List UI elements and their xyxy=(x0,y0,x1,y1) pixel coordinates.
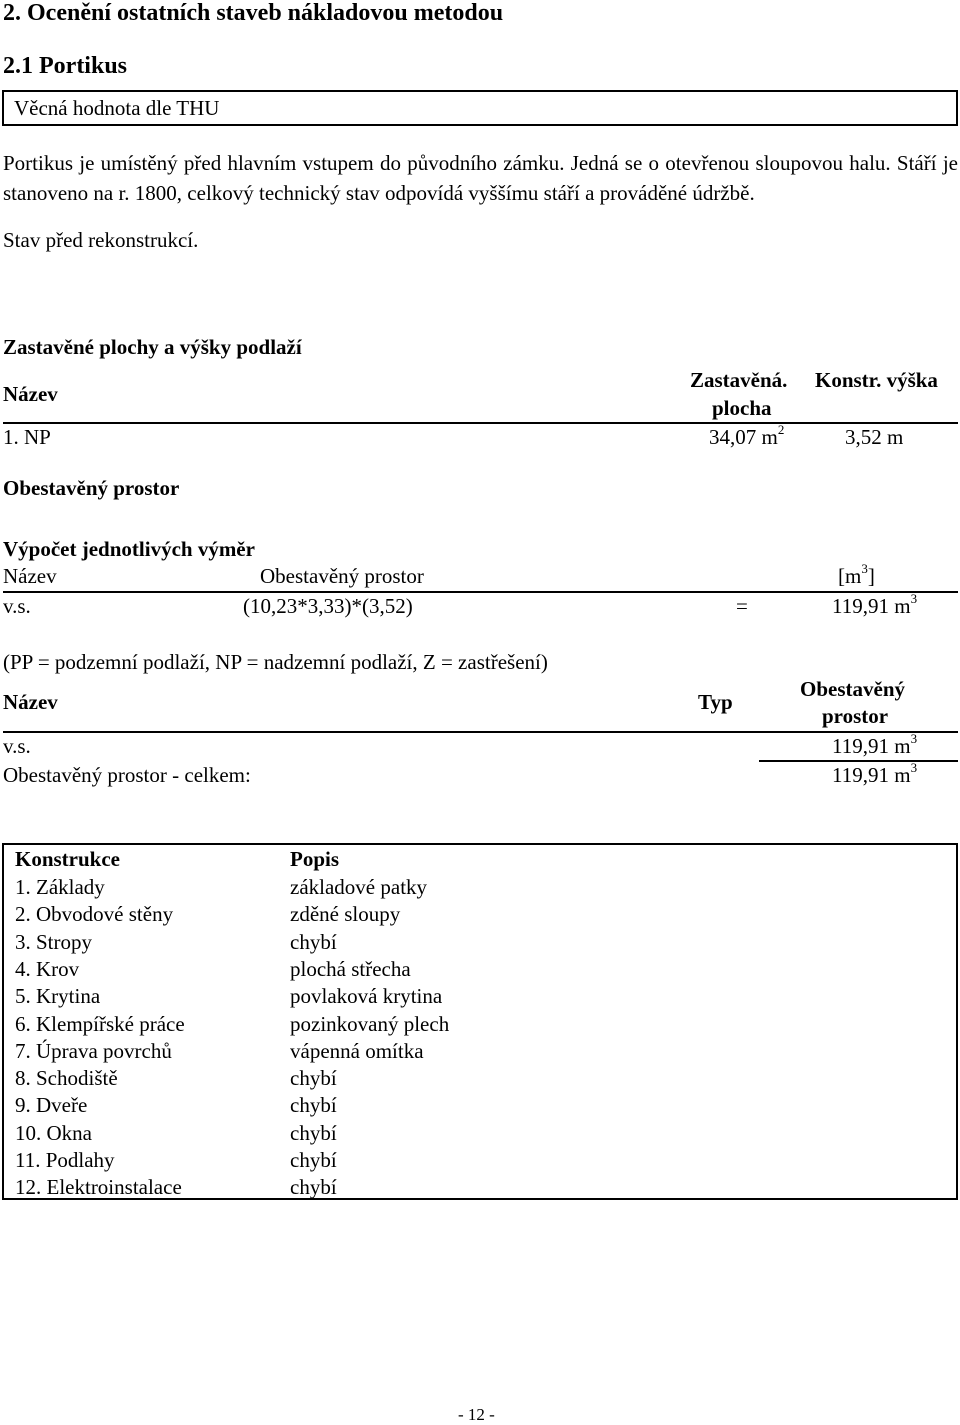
calc-row-name: v.s. xyxy=(3,594,31,618)
summary-total-label: Obestavěný prostor - celkem: xyxy=(3,763,251,787)
summary-col-volume-2: prostor xyxy=(822,704,889,728)
floors-col-name: Název xyxy=(3,382,58,406)
construction-name: 10. Okna xyxy=(15,1121,92,1145)
calc-row-value: 119,91 $m^3$ xyxy=(832,591,918,618)
construction-name: 5. Krytina xyxy=(15,984,101,1008)
calc-row-formula: (10,23*3,33)*(3,52) xyxy=(243,594,413,618)
summary-divider xyxy=(3,731,958,733)
summary-total-value: 119,91 $m^3$ xyxy=(832,760,918,787)
constructions-col-description: Popis xyxy=(290,847,340,871)
construction-description: chybí xyxy=(290,1066,337,1090)
floors-row-area: 34,07 $m^2$ xyxy=(709,422,785,449)
construction-name: 9. Dveře xyxy=(15,1093,88,1117)
construction-name: 1. Základy xyxy=(15,875,105,899)
construction-name: 11. Podlahy xyxy=(15,1148,115,1172)
section-title-box xyxy=(2,90,958,126)
construction-description: chybí xyxy=(290,930,337,954)
construction-name: 2. Obvodové stěny xyxy=(15,902,174,926)
summary-col-name: Název xyxy=(3,690,58,714)
calc-col-volume: Obestavěný prostor xyxy=(260,564,424,588)
construction-description: zděné sloupy xyxy=(290,902,401,926)
calc-title: Výpočet jednotlivých výměr xyxy=(3,537,255,561)
calc-col-unit: $[m^3]$ xyxy=(838,561,875,588)
construction-name: 7. Úprava povrchů xyxy=(15,1039,172,1063)
floors-row-height: 3,52 m xyxy=(845,425,904,449)
construction-name: 6. Klempířské práce xyxy=(15,1012,185,1036)
summary-col-type: Typ xyxy=(698,690,733,714)
description-paragraph: Portikus je umístěný před hlavním vstupem do původního zámku. Jedná se o otevřenou sloupovou halu. Stáří je stanoveno na r. 1800, celkový technický stav odpovídá vyššímu stáří a prováděné údržbě. xyxy=(3,151,958,205)
summary-total-divider xyxy=(759,760,958,762)
construction-description: povlaková krytina xyxy=(290,984,443,1008)
section-heading: 2.1 Portikus xyxy=(3,53,128,79)
construction-name: 4. Krov xyxy=(15,957,80,981)
page-heading: 2. Ocenění ostatních staveb nákladovou metodou xyxy=(3,0,504,26)
construction-description: pozinkovaný plech xyxy=(290,1012,450,1036)
calc-row-eq: = xyxy=(736,594,748,618)
construction-description: chybí xyxy=(290,1148,337,1172)
construction-description: chybí xyxy=(290,1093,337,1117)
volume-title: Obestavěný prostor xyxy=(3,476,180,500)
floors-title: Zastavěné plochy a výšky podlaží xyxy=(3,335,302,359)
construction-description: chybí xyxy=(290,1175,337,1199)
construction-description: chybí xyxy=(290,1121,337,1145)
legend-note: (PP = podzemní podlaží, NP = nadzemní podlaží, Z = zastřešení) xyxy=(3,650,548,674)
state-note: Stav před rekonstrukcí. xyxy=(3,228,199,252)
construction-description: vápenná omítka xyxy=(290,1039,424,1063)
constructions-col-construction: Konstrukce xyxy=(15,847,120,871)
construction-description: základové patky xyxy=(290,875,428,899)
construction-name: 3. Stropy xyxy=(15,930,93,954)
construction-name: 8. Schodiště xyxy=(15,1066,118,1090)
summary-col-volume-1: Obestavěný xyxy=(800,677,905,701)
section-title: Věcná hodnota dle THU xyxy=(14,96,220,120)
floors-divider xyxy=(3,422,958,424)
calc-divider xyxy=(3,591,958,593)
calc-col-name: Název xyxy=(3,564,57,588)
construction-description: plochá střecha xyxy=(290,957,411,981)
floors-col-height: Konstr. výška xyxy=(815,368,938,392)
floors-col-area-1: Zastavěná. xyxy=(690,368,788,392)
summary-row-value: 119,91 $m^3$ xyxy=(832,731,918,758)
floors-row-name: 1. NP xyxy=(3,425,51,449)
page-number: - 12 - xyxy=(458,1405,495,1424)
floors-col-area-2: plocha xyxy=(712,396,772,420)
construction-name: 12. Elektroinstalace xyxy=(15,1175,182,1199)
summary-row-name: v.s. xyxy=(3,734,31,758)
